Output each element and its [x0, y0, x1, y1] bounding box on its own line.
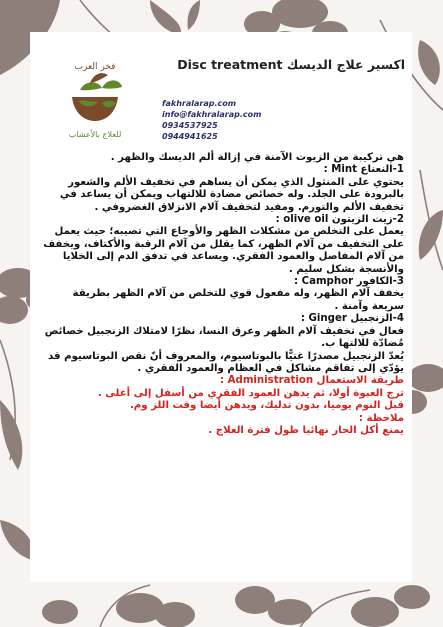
section-heading-note: ملاحظة : — [358, 412, 404, 424]
phone-number: 0944941625 — [162, 132, 218, 141]
leaf-shape — [150, 0, 181, 35]
bird-icon — [90, 73, 108, 83]
article-body — [38, 152, 404, 437]
contact-block — [162, 98, 261, 142]
petal-shape — [155, 602, 195, 627]
leaf-icon — [102, 80, 122, 88]
section-heading-olive-oil: 2-زيت الزيتون olive oil : — [275, 214, 404, 226]
paragraph-ginger-2: يُعدّ الزنجبيل مصدرًا غنيًّا بالبوتاسيوم، والمعروف أنّ نقص البوتاسيوم قد يؤدّي إلى تفاقم مشاكل في العظام والعمود الفقري . — [48, 350, 404, 374]
section-heading-camphor: 3-الكافور Camphor : — [293, 276, 404, 288]
leaf-icon — [80, 82, 102, 90]
petal-shape — [42, 600, 78, 624]
leaf-shape — [418, 40, 440, 85]
website-link[interactable]: fakhralarap.com — [162, 99, 237, 108]
intro-paragraph: هي تركيبة من الزيوت الآمنة في إزالة ألم الديسك والظهر . — [110, 152, 404, 163]
paragraph-olive-oil: يعمل على التخلص من مشكلات الظهر والأوجاع التي تصيبه؛ حيث يعمل على التخفيف من آلام الظهر، كما يقلل من آلام الرقبة والأكتاف، ويخفف من آلام المفاصل والعمود الفقري. ويساعد في تدفق الدم إلى الخلايا والأنسجة بشكل سليم . — [43, 226, 404, 275]
leaf-shape — [419, 210, 443, 260]
page-title: اكسير علاج الديسك Disc treatment — [177, 57, 405, 72]
section-heading-ginger: 4-الزنجبيل Ginger : — [300, 313, 404, 325]
petal-shape — [394, 585, 430, 609]
leaf-shape — [188, 0, 201, 30]
leaf-shape — [0, 400, 22, 470]
petal-shape — [408, 364, 443, 392]
petal-shape — [0, 296, 28, 324]
logo-text-top: فخر العرب — [74, 62, 116, 72]
section-heading-mint: 1-النعناع Mint : — [323, 164, 404, 176]
logo-text-bottom: للعلاج بالأعشاب — [68, 130, 122, 139]
herbal-logo — [50, 55, 140, 145]
paragraph-ginger: فعال في تخفيف آلام الظهر وعرق النسا، نظرًا لامتلاك الزنجبيل خصائص مُضادّة للالتها ب. — [44, 325, 404, 350]
paragraph-administration-2: قبل النوم يوميا، بدون تدليك، ويدهن أيضا وقت اللز وم. — [129, 400, 404, 412]
paragraph-note: يمنع أكل الحار نهائيا طول فترة العلاج . — [208, 424, 404, 436]
leaf-shape — [0, 520, 33, 560]
paragraph-mint: يحتوي على المنثول الذي يمكن أن يساهم في تخفيف الألم والشعور بالبرودة على الجلد. وله خصائص مضادة للالتهاب ويمكن أن يساعد في تخفيف الألم والتورم. ومفيد لتخفيف آلام الانزلاق الغضروفي . — [59, 176, 404, 213]
phone-number: 0934537925 — [162, 121, 218, 130]
mortar-bowl-icon — [72, 97, 118, 121]
email-link[interactable]: info@fakhralarap.com — [162, 110, 262, 119]
section-heading-administration: طريقة الاستعمال Administration : — [220, 375, 404, 387]
petal-shape — [351, 597, 399, 627]
paragraph-camphor: يخفف آلام الظهر، وله مفعول قوي للتخلص من آلام الظهر بطريقة سريعة وآمنة . — [72, 288, 404, 312]
paragraph-administration: ترج العبوة أولا، ثم يدهن العمود الفقري من أسفل إلى أعلى . — [97, 387, 404, 399]
